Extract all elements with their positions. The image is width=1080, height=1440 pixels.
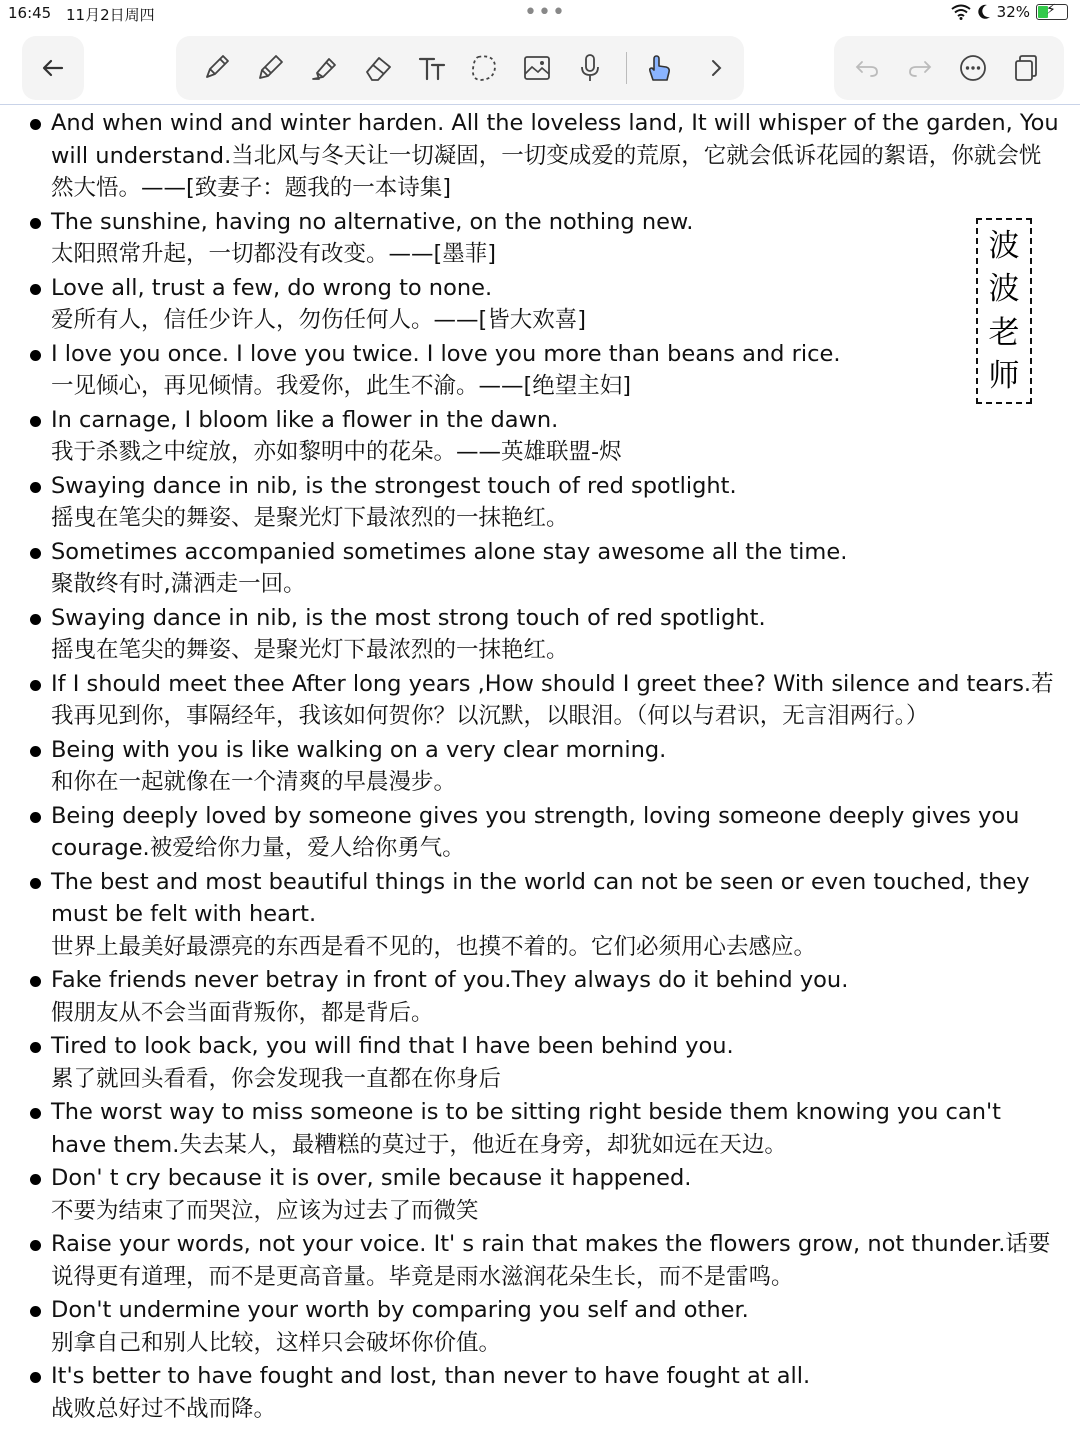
- stamp-char: 波: [988, 271, 1020, 308]
- list-item: [0, 107, 1060, 205]
- quote-chinese: 别拿自己和别人比较，这样只会破坏你价值。: [51, 1329, 502, 1356]
- text-tool-icon[interactable]: [414, 50, 450, 86]
- signature-stamp: [976, 218, 1032, 404]
- quote-chinese: 战败总好过不战而降。: [51, 1395, 277, 1422]
- more-icon[interactable]: [955, 50, 991, 86]
- quote-english: It's better to have fought and lost, than never to have fought at all.: [51, 1363, 811, 1389]
- multitasking-dots-icon[interactable]: •••: [524, 0, 566, 25]
- stamp-char: 波: [988, 227, 1020, 264]
- quote-chinese: 世界上最美好最漂亮的东西是看不见的，也摸不着的。它们必须用心去感应。: [51, 933, 817, 960]
- undo-icon[interactable]: [849, 50, 885, 86]
- right-pill: [834, 36, 1064, 100]
- list-item: [0, 1162, 1060, 1227]
- list-item: [0, 206, 1060, 271]
- quote-english: The sunshine, having no alternative, on the nothing new.: [51, 208, 694, 235]
- quote-english: Tired to look back, you will find that I have been behind you.: [51, 1033, 734, 1059]
- list-item: [0, 1228, 1060, 1293]
- list-item: [0, 1294, 1060, 1359]
- wifi-icon: [951, 4, 971, 20]
- quote-chinese: 摇曳在笔尖的舞姿、是聚光灯下最浓烈的一抹艳红。: [51, 505, 569, 531]
- quote-chinese: 摇曳在笔尖的舞姿、是聚光灯下最浓烈的一抹艳红。: [51, 637, 569, 663]
- quote-english: Being deeply loved by someone gives you strength, loving someone deeply gives you courage.被爱给你力量，爱人给你勇气。: [51, 802, 1020, 861]
- back-pill: [22, 36, 84, 100]
- list-item: [0, 470, 1060, 535]
- redo-icon[interactable]: [902, 50, 938, 86]
- quote-english: In carnage, I bloom like a flower in the dawn.: [51, 406, 559, 433]
- quote-english: I love you once. I love you twice. I love you more than beans and rice.: [51, 340, 841, 367]
- chevron-right-icon[interactable]: [698, 50, 734, 86]
- pages-icon[interactable]: [1008, 50, 1044, 86]
- list-item: [0, 1096, 1060, 1161]
- list-item: [0, 272, 1060, 337]
- quote-english: Love all, trust a few, do wrong to none.: [51, 274, 493, 301]
- note-page[interactable]: [0, 104, 1080, 1440]
- list-item: [0, 668, 1060, 733]
- quote-chinese: 太阳照常升起，一切都没有改变。——[墨菲]: [51, 241, 497, 267]
- toolbar: [0, 28, 1080, 105]
- quote-english: Raise your words, not your voice. It' s rain that makes the flowers grow, not thunder.话要说得更有道理，而不是更高音量。毕竟是雨水滋润花朵生长，而不是雷鸣。: [51, 1231, 1051, 1290]
- quote-chinese: 累了就回头看看，你会发现我一直都在你身后: [51, 1065, 502, 1092]
- back-arrow-icon[interactable]: [35, 50, 71, 86]
- list-item: [0, 602, 1060, 667]
- moon-icon: [977, 4, 991, 20]
- quote-english: The worst way to miss someone is to be sitting right beside them knowing you can't have them.失去某人，最糟糕的莫过于，他近在身旁，却犹如远在天边。: [51, 1099, 1001, 1158]
- quote-list: [0, 107, 1060, 1426]
- charging-bolt-icon: ⚡: [1046, 2, 1056, 18]
- quote-chinese: 一见倾心，再见倾情。我爱你，此生不渝。——[绝望主妇]: [51, 373, 632, 399]
- toolbar-separator: [626, 52, 627, 84]
- quote-english: If I should meet thee After long years ,How should I greet thee? With silence and tears.若我再见到你，事隔经年，我该如何贺你？以沉默，以眼泪。（何以与君识，无言泪两行。）: [51, 670, 1054, 729]
- quote-english: Being with you is like walking on a very clear morning.: [51, 736, 667, 763]
- quote-english: The best and most beautiful things in the world can not be seen or even touched, they must be felt with heart.: [51, 868, 1030, 927]
- pen-icon[interactable]: [198, 50, 234, 86]
- status-date: 11月2日周四: [66, 6, 155, 24]
- quote-chinese: 聚散终有时,潇洒走一回。: [51, 571, 306, 597]
- quote-english: Don' t cry because it is over, smile because it happened.: [51, 1165, 692, 1191]
- list-item: [0, 964, 1060, 1029]
- quote-chinese: 不要为结束了而哭泣，应该为过去了而微笑: [51, 1197, 479, 1224]
- quote-english: Sometimes accompanied sometimes alone stay awesome all the time.: [51, 538, 848, 565]
- status-time: 16:45: [8, 4, 52, 22]
- lasso-icon[interactable]: [466, 50, 502, 86]
- quote-english: Swaying dance in nib, is the most strong touch of red spotlight.: [51, 604, 766, 631]
- battery-percent: 32%: [996, 3, 1030, 21]
- status-bar: [0, 0, 1080, 28]
- list-item: [0, 800, 1060, 865]
- quote-chinese: 我于杀戮之中绽放，亦如黎明中的花朵。——英雄联盟-烬: [51, 439, 622, 465]
- list-item: [0, 734, 1060, 799]
- quote-english: Fake friends never betray in front of you.They always do it behind you.: [51, 967, 849, 993]
- battery-icon: [1036, 4, 1068, 20]
- tools-pill: [176, 36, 744, 100]
- quote-english: And when wind and winter harden. All the loveless land, It will whisper of the garden, You will understand.当北风与冬天让一切凝固，一切变成爱的荒原，它就会低诉花园的絮语，你就会恍然大悟。——[致妻子：题我的一本诗集]: [51, 110, 1059, 201]
- quote-chinese: 和你在一起就像在一个清爽的早晨漫步。: [51, 769, 457, 795]
- list-item: [0, 866, 1060, 964]
- stamp-char: 老: [988, 314, 1020, 351]
- quote-english: Swaying dance in nib, is the strongest touch of red spotlight.: [51, 472, 737, 499]
- microphone-icon[interactable]: [572, 50, 608, 86]
- list-item: [0, 338, 1060, 403]
- finger-touch-icon[interactable]: [641, 50, 677, 86]
- list-item: [0, 1360, 1060, 1425]
- highlighter-icon[interactable]: [306, 50, 342, 86]
- quote-chinese: 假朋友从不会当面背叛你，都是背后。: [51, 999, 434, 1026]
- image-icon[interactable]: [519, 50, 555, 86]
- quote-english: Don't undermine your worth by comparing you self and other.: [51, 1297, 749, 1323]
- quote-chinese: 爱所有人，信任少许人，勿伤任何人。——[皆大欢喜]: [51, 307, 587, 333]
- list-item: [0, 536, 1060, 601]
- list-item: [0, 1030, 1060, 1095]
- list-item: [0, 404, 1060, 469]
- pencil-icon[interactable]: [252, 50, 288, 86]
- stamp-char: 师: [988, 358, 1020, 395]
- eraser-icon[interactable]: [360, 50, 396, 86]
